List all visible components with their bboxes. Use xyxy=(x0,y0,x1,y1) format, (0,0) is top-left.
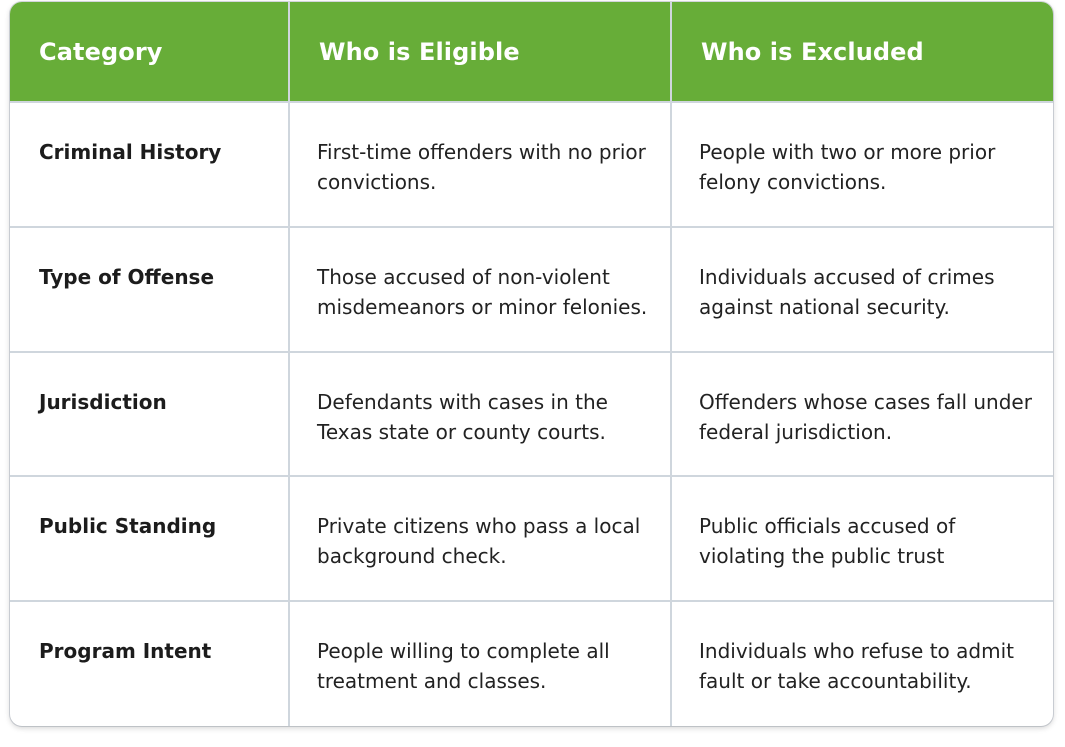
table-row xyxy=(10,227,1053,352)
row-excluded: Public officials accused of violating the public trust xyxy=(671,476,1053,601)
header-eligible: Who is Eligible xyxy=(289,2,671,102)
row-excluded: Individuals who refuse to admit fault or take accountability. xyxy=(671,601,1053,726)
row-category: Type of Offense xyxy=(10,227,289,352)
eligibility-table-card xyxy=(10,2,1053,726)
row-eligible: Defendants with cases in the Texas state or county courts. xyxy=(289,352,671,477)
row-eligible: People willing to complete all treatment and classes. xyxy=(289,601,671,726)
row-category: Program Intent xyxy=(10,601,289,726)
header-category: Category xyxy=(10,2,289,102)
row-eligible: Private citizens who pass a local background check. xyxy=(289,476,671,601)
row-eligible: Those accused of non-violent misdemeanors or minor felonies. xyxy=(289,227,671,352)
table-row xyxy=(10,102,1053,227)
row-excluded: Individuals accused of crimes against national security. xyxy=(671,227,1053,352)
table-row xyxy=(10,476,1053,601)
row-category: Public Standing xyxy=(10,476,289,601)
row-category: Jurisdiction xyxy=(10,352,289,477)
eligibility-table xyxy=(10,2,1053,726)
table-header xyxy=(10,2,1053,102)
row-category: Criminal History xyxy=(10,102,289,227)
row-excluded: People with two or more prior felony convictions. xyxy=(671,102,1053,227)
table-row xyxy=(10,352,1053,477)
table-body xyxy=(10,102,1053,726)
table-row xyxy=(10,601,1053,726)
header-excluded: Who is Excluded xyxy=(671,2,1053,102)
row-excluded: Offenders whose cases fall under federal jurisdiction. xyxy=(671,352,1053,477)
header-row xyxy=(10,2,1053,102)
row-eligible: First-time offenders with no prior convictions. xyxy=(289,102,671,227)
